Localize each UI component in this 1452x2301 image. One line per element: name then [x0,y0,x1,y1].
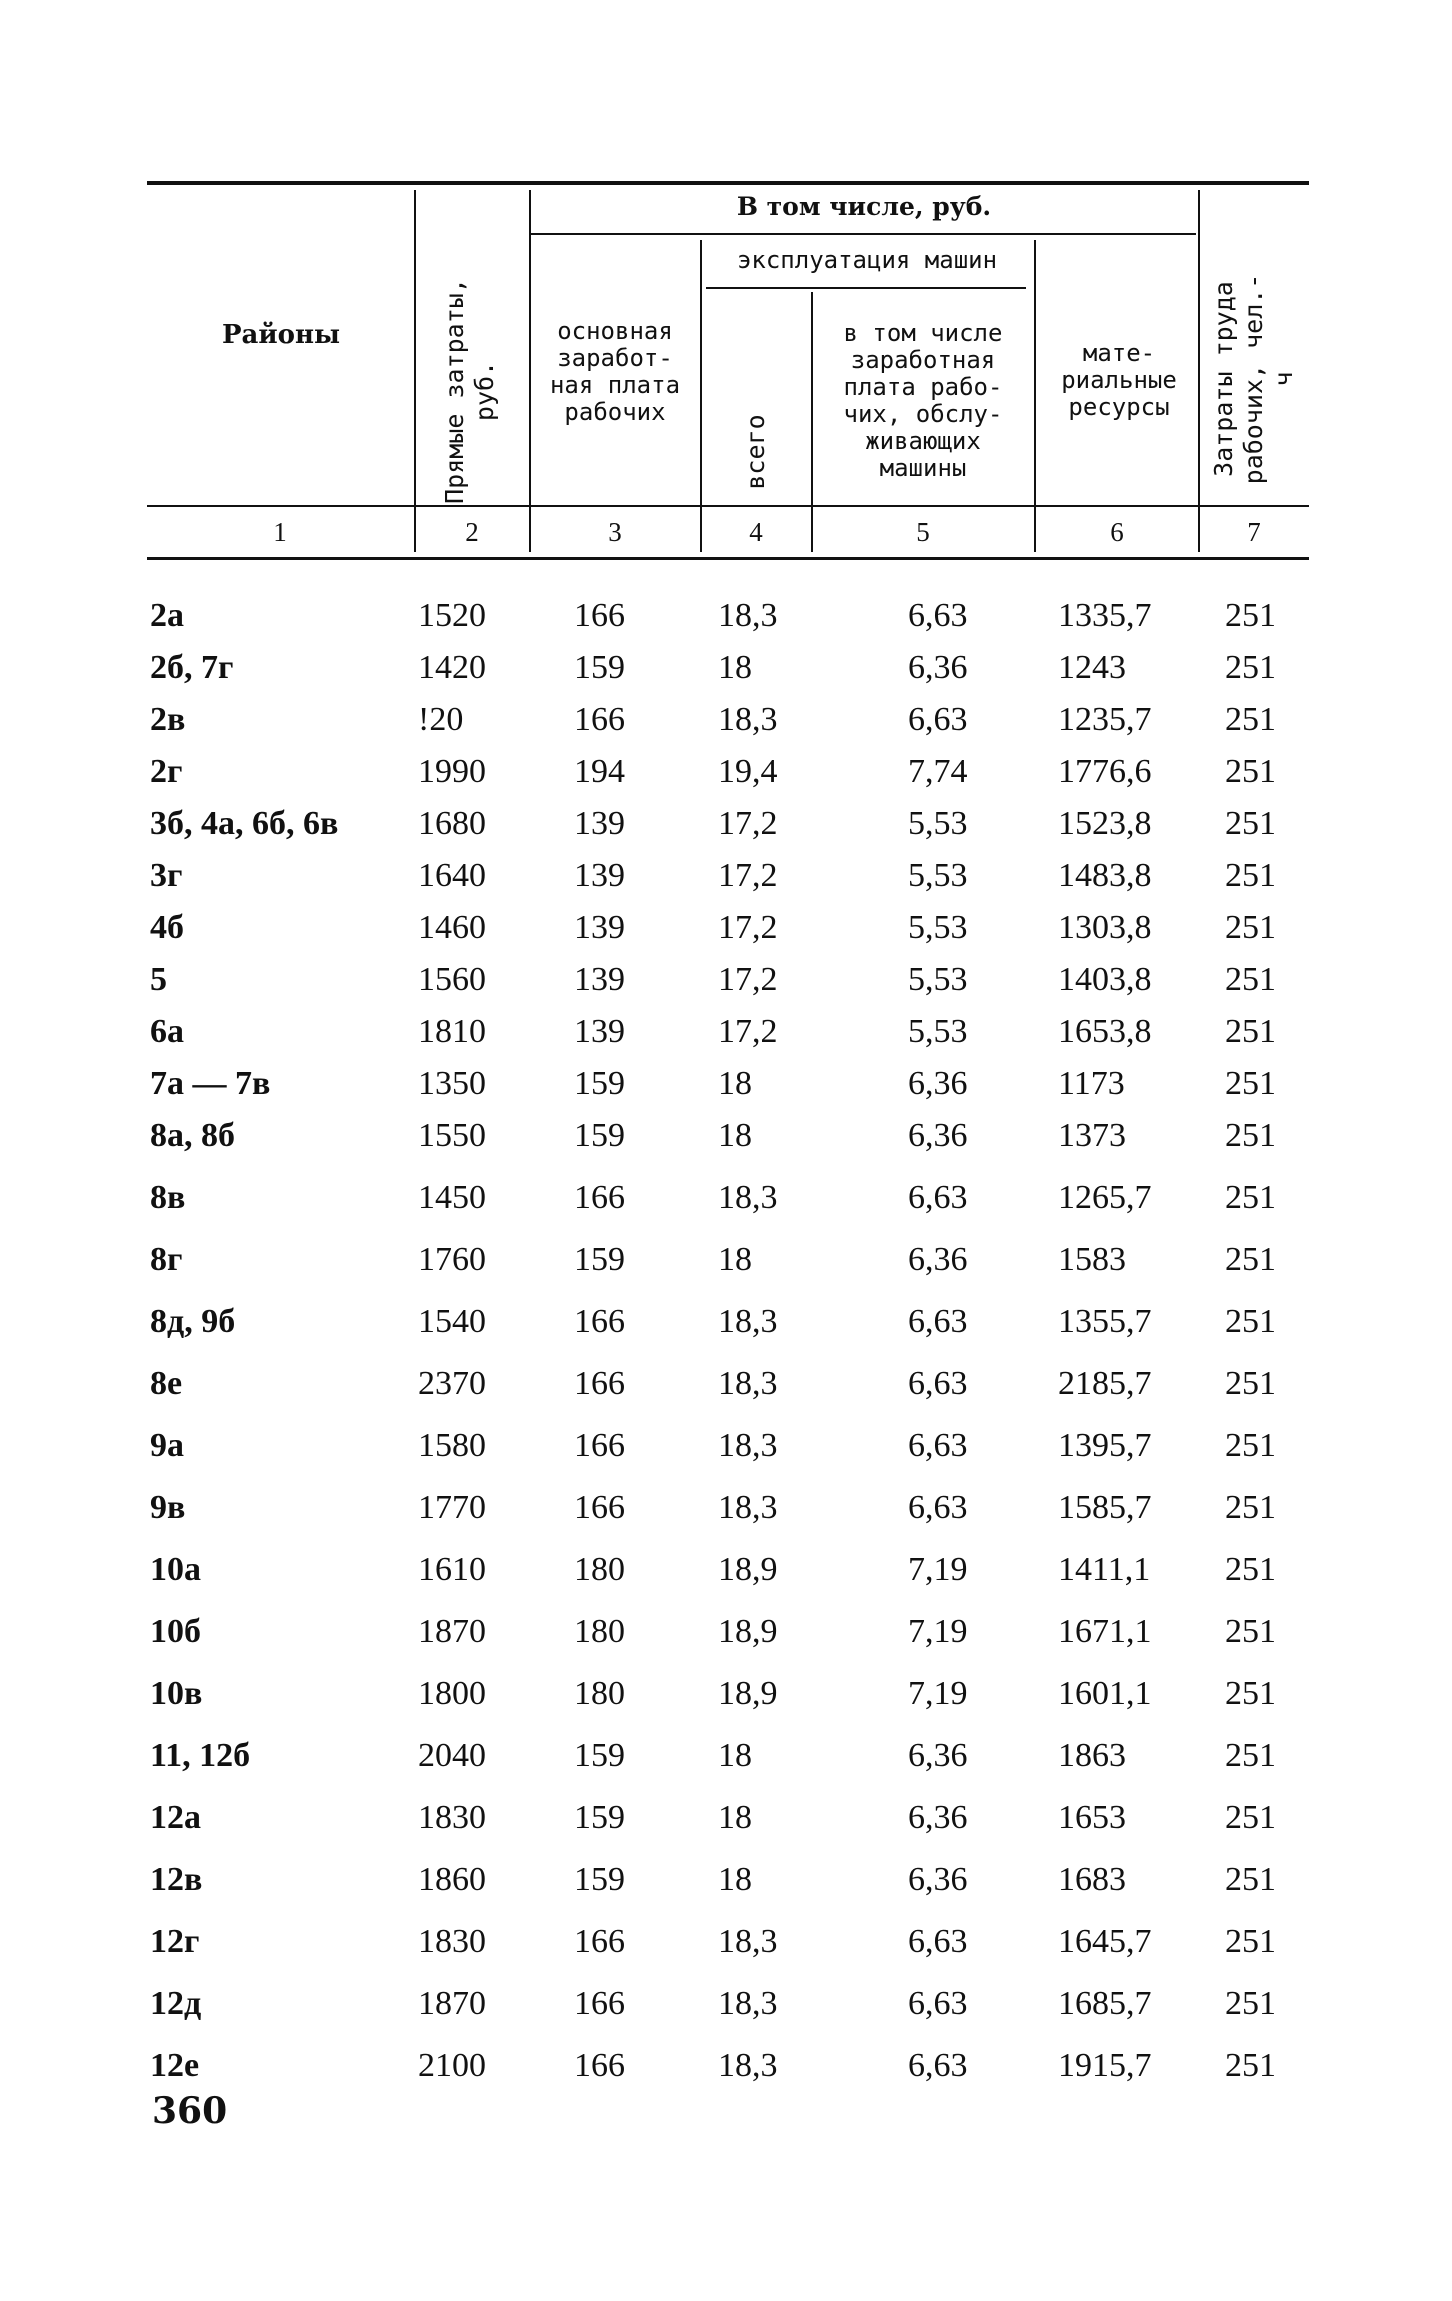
cell-materials: 1583 [1058,1241,1126,1278]
cell-direct-costs: 1640 [418,857,486,894]
cell-labor-hours: 251 [1225,1489,1276,1526]
cell-district: 12е [150,2047,200,2084]
cell-machines-total: 18 [718,1117,752,1154]
cell-district: 4б [150,909,184,946]
col-number-7: 7 [1247,517,1261,547]
table-row [0,596,1452,636]
cell-machines-total: 18,3 [718,1365,778,1402]
cell-machine-operator-wages: 7,19 [908,1613,968,1650]
cell-district: 6а [150,1013,184,1050]
cell-base-wages: 166 [574,701,625,738]
cell-materials: 1523,8 [1058,805,1152,842]
table-row [0,1064,1452,1104]
cell-machine-operator-wages: 6,63 [908,597,968,634]
cell-direct-costs: 2100 [418,2047,486,2084]
cell-district: 12а [150,1799,201,1836]
cell-materials: 1685,7 [1058,1985,1152,2022]
cell-district: 10в [150,1675,203,1712]
cell-labor-hours: 251 [1225,1303,1276,1340]
table-row [0,960,1452,1000]
header-zatraty-truda: Затраты труда рабочих, чел.-ч [1209,273,1298,485]
cell-machine-operator-wages: 6,63 [908,1985,968,2022]
col-number-4: 4 [749,517,763,547]
cell-labor-hours: 251 [1225,961,1276,998]
cell-machine-operator-wages: 6,36 [908,1065,968,1102]
cell-district: 12д [150,1985,202,2022]
header-v-tom-chisle-zarplata: в том числе заработная плата рабо- чих, обслу- живающих машины [843,319,1003,482]
cell-materials: 2185,7 [1058,1365,1152,1402]
cell-labor-hours: 251 [1225,649,1276,686]
cell-machines-total: 18 [718,1065,752,1102]
cell-base-wages: 159 [574,1117,625,1154]
cell-machines-total: 18,3 [718,1489,778,1526]
cell-machines-total: 18,3 [718,701,778,738]
cell-machines-total: 18,9 [718,1551,778,1588]
header-group-v-tom-chisle: В том числе, руб. [736,192,992,221]
cell-materials: 1645,7 [1058,1923,1152,1960]
cell-materials: 1653,8 [1058,1013,1152,1050]
cell-base-wages: 139 [574,1013,625,1050]
table-row [0,1488,1452,1528]
cell-district: 3г [150,857,183,894]
cell-direct-costs: 1760 [418,1241,486,1278]
cell-direct-costs: 1580 [418,1427,486,1464]
cell-base-wages: 166 [574,597,625,634]
cell-machines-total: 18 [718,649,752,686]
cell-labor-hours: 251 [1225,1799,1276,1836]
cell-machine-operator-wages: 6,36 [908,1241,968,1278]
cell-materials: 1395,7 [1058,1427,1152,1464]
cell-machine-operator-wages: 5,53 [908,909,968,946]
cell-materials: 1671,1 [1058,1613,1152,1650]
cell-machine-operator-wages: 6,63 [908,1923,968,1960]
table-row [0,700,1452,740]
cell-base-wages: 166 [574,2047,625,2084]
cell-materials: 1243 [1058,649,1126,686]
cell-machine-operator-wages: 5,53 [908,1013,968,1050]
cell-machine-operator-wages: 6,63 [908,1365,968,1402]
cell-direct-costs: 1540 [418,1303,486,1340]
cell-labor-hours: 251 [1225,1179,1276,1216]
cell-labor-hours: 251 [1225,805,1276,842]
cell-labor-hours: 251 [1225,909,1276,946]
cell-base-wages: 166 [574,1489,625,1526]
col-divider-3 [700,240,702,552]
table-row [0,804,1452,844]
header-osnovnaya-zarplata: основная заработ- ная плата рабочих [549,317,681,426]
cell-materials: 1173 [1058,1065,1125,1102]
cell-machine-operator-wages: 6,36 [908,649,968,686]
col-number-5: 5 [916,517,930,547]
cell-direct-costs: 1560 [418,961,486,998]
col-divider-5 [1034,240,1036,552]
cell-base-wages: 139 [574,909,625,946]
cell-machines-total: 18,3 [718,1985,778,2022]
cell-materials: 1403,8 [1058,961,1152,998]
cell-labor-hours: 251 [1225,1923,1276,1960]
cell-base-wages: 166 [574,1985,625,2022]
cell-base-wages: 166 [574,1923,625,1960]
header-pryamye-zatraty: Прямые затраты, руб. [440,278,499,504]
cell-machines-total: 18,3 [718,1179,778,1216]
cell-direct-costs: 2040 [418,1737,486,1774]
cell-district: 5 [150,961,167,998]
table-row [0,1674,1452,1714]
cell-base-wages: 159 [574,649,625,686]
cell-labor-hours: 251 [1225,1613,1276,1650]
cell-machines-total: 17,2 [718,961,778,998]
cell-district: 12г [150,1923,200,1960]
table-row [0,1798,1452,1838]
top-rule [147,181,1309,185]
cell-machines-total: 18,3 [718,1427,778,1464]
cell-machine-operator-wages: 6,36 [908,1799,968,1836]
cell-base-wages: 166 [574,1365,625,1402]
cell-direct-costs: 1550 [418,1117,486,1154]
cell-labor-hours: 251 [1225,1985,1276,2022]
cell-materials: 1303,8 [1058,909,1152,946]
cell-materials: 1235,7 [1058,701,1152,738]
header-ekspluatatsiya-mashin: эксплуатация машин [736,246,998,274]
cell-machines-total: 18 [718,1737,752,1774]
cell-materials: 1585,7 [1058,1489,1152,1526]
cell-materials: 1335,7 [1058,597,1152,634]
table-row [0,1240,1452,1280]
cell-machines-total: 18,3 [718,597,778,634]
cell-machines-total: 18,9 [718,1613,778,1650]
col-number-2: 2 [465,517,479,547]
cell-machine-operator-wages: 7,74 [908,753,968,790]
table-row [0,1984,1452,2024]
cell-machine-operator-wages: 6,63 [908,1489,968,1526]
cell-base-wages: 139 [574,961,625,998]
table-row [0,1116,1452,1156]
cell-base-wages: 180 [574,1551,625,1588]
cell-materials: 1776,6 [1058,753,1152,790]
cell-district: 9в [150,1489,186,1526]
cell-base-wages: 194 [574,753,625,790]
cell-materials: 1373 [1058,1117,1126,1154]
cell-machine-operator-wages: 5,53 [908,857,968,894]
cell-district: 8е [150,1365,183,1402]
cell-labor-hours: 251 [1225,1427,1276,1464]
cell-materials: 1601,1 [1058,1675,1152,1712]
cell-machines-total: 17,2 [718,909,778,946]
cell-machine-operator-wages: 6,63 [908,2047,968,2084]
cell-labor-hours: 251 [1225,753,1276,790]
col-number-6: 6 [1110,517,1124,547]
cell-direct-costs: 1680 [418,805,486,842]
cell-district: 11, 12б [150,1737,251,1774]
cell-materials: 1411,1 [1058,1551,1151,1588]
col-number-3: 3 [608,517,622,547]
cell-materials: 1863 [1058,1737,1126,1774]
table-row [0,1736,1452,1776]
cell-district: 8г [150,1241,183,1278]
cell-base-wages: 139 [574,857,625,894]
cell-direct-costs: 1830 [418,1923,486,1960]
cell-labor-hours: 251 [1225,1013,1276,1050]
cell-district: 3б, 4а, 6б, 6в [150,805,339,842]
cell-machines-total: 18 [718,1799,752,1836]
cell-machines-total: 17,2 [718,857,778,894]
cell-machine-operator-wages: 6,36 [908,1737,968,1774]
cell-machines-total: 17,2 [718,1013,778,1050]
col-divider-4 [811,292,813,552]
col-number-1: 1 [273,517,287,547]
cell-district: 10а [150,1551,201,1588]
cell-base-wages: 159 [574,1861,625,1898]
table-row [0,1178,1452,1218]
cell-direct-costs: 1460 [418,909,486,946]
cell-base-wages: 180 [574,1675,625,1712]
cell-machine-operator-wages: 7,19 [908,1551,968,1588]
cell-base-wages: 159 [574,1799,625,1836]
cell-labor-hours: 251 [1225,1675,1276,1712]
cell-materials: 1683 [1058,1861,1126,1898]
cell-machine-operator-wages: 7,19 [908,1675,968,1712]
table-row [0,1922,1452,1962]
cell-machine-operator-wages: 6,36 [908,1117,968,1154]
cell-labor-hours: 251 [1225,597,1276,634]
cell-district: 8д, 9б [150,1303,236,1340]
table-row [0,1302,1452,1342]
cell-direct-costs: 1520 [418,597,486,634]
cell-labor-hours: 251 [1225,701,1276,738]
cell-labor-hours: 251 [1225,1737,1276,1774]
cell-machine-operator-wages: 6,63 [908,1427,968,1464]
table-row [0,1426,1452,1466]
table-row [0,1364,1452,1404]
cell-materials: 1483,8 [1058,857,1152,894]
cell-direct-costs: 1610 [418,1551,486,1588]
cell-district: 2б, 7г [150,649,234,686]
header-vsego: всего [741,414,770,490]
table-row [0,1860,1452,1900]
table-row [0,908,1452,948]
cell-direct-costs: 1770 [418,1489,486,1526]
cell-materials: 1265,7 [1058,1179,1152,1216]
cell-machine-operator-wages: 5,53 [908,961,968,998]
cell-labor-hours: 251 [1225,857,1276,894]
cell-district: 2а [150,597,184,634]
col-divider-1 [414,190,416,552]
cell-machines-total: 18,3 [718,1923,778,1960]
cell-direct-costs: !20 [418,701,464,738]
cell-machines-total: 18 [718,1861,752,1898]
table-row [0,856,1452,896]
cell-machine-operator-wages: 6,63 [908,1303,968,1340]
cell-direct-costs: 2370 [418,1365,486,1402]
cell-machines-total: 18,3 [718,2047,778,2084]
cell-labor-hours: 251 [1225,1551,1276,1588]
cell-district: 8а, 8б [150,1117,235,1154]
table-row [0,1550,1452,1590]
table-row [0,2046,1452,2086]
cell-direct-costs: 1810 [418,1013,486,1050]
cell-direct-costs: 1990 [418,753,486,790]
cell-labor-hours: 251 [1225,1365,1276,1402]
cell-direct-costs: 1350 [418,1065,486,1102]
cell-labor-hours: 251 [1225,2047,1276,2084]
cell-machine-operator-wages: 5,53 [908,805,968,842]
cell-labor-hours: 251 [1225,1117,1276,1154]
cell-district: 9а [150,1427,184,1464]
group-rule [530,233,1196,235]
cell-direct-costs: 1800 [418,1675,486,1712]
col-divider-2 [529,190,531,552]
cell-machines-total: 18 [718,1241,752,1278]
cell-base-wages: 159 [574,1241,625,1278]
cell-labor-hours: 251 [1225,1065,1276,1102]
cell-base-wages: 166 [574,1179,625,1216]
cell-machines-total: 19,4 [718,753,778,790]
cell-base-wages: 139 [574,805,625,842]
cell-district: 7а — 7в [150,1065,271,1102]
cell-district: 2в [150,701,186,738]
cell-district: 10б [150,1613,201,1650]
cell-machine-operator-wages: 6,63 [908,1179,968,1216]
cell-machine-operator-wages: 6,63 [908,701,968,738]
cell-base-wages: 159 [574,1065,625,1102]
cell-machines-total: 17,2 [718,805,778,842]
header-bottom-rule [147,505,1309,507]
cell-district: 2г [150,753,183,790]
cell-direct-costs: 1450 [418,1179,486,1216]
cell-direct-costs: 1870 [418,1985,486,2022]
cell-labor-hours: 251 [1225,1861,1276,1898]
cell-direct-costs: 1870 [418,1613,486,1650]
cell-labor-hours: 251 [1225,1241,1276,1278]
table-row [0,1612,1452,1652]
col-divider-6 [1198,190,1200,552]
header-rayony: Районы [221,320,341,350]
cell-materials: 1653 [1058,1799,1126,1836]
cell-district: 8в [150,1179,186,1216]
cell-machine-operator-wages: 6,36 [908,1861,968,1898]
page-number: 360 [152,2090,228,2132]
cell-machines-total: 18,3 [718,1303,778,1340]
table-row [0,648,1452,688]
cell-materials: 1915,7 [1058,2047,1152,2084]
header-materialnye-resursy: мате- риальные ресурсы [1061,339,1177,421]
cell-base-wages: 180 [574,1613,625,1650]
cell-direct-costs: 1420 [418,649,486,686]
table-row [0,752,1452,792]
cell-base-wages: 159 [574,1737,625,1774]
cell-base-wages: 166 [574,1427,625,1464]
cell-district: 12в [150,1861,203,1898]
table-row [0,1012,1452,1052]
cell-materials: 1355,7 [1058,1303,1152,1340]
cell-machines-total: 18,9 [718,1675,778,1712]
cell-direct-costs: 1830 [418,1799,486,1836]
cell-base-wages: 166 [574,1303,625,1340]
colnum-bottom-rule [147,557,1309,560]
cell-direct-costs: 1860 [418,1861,486,1898]
subgroup-rule [706,287,1026,289]
